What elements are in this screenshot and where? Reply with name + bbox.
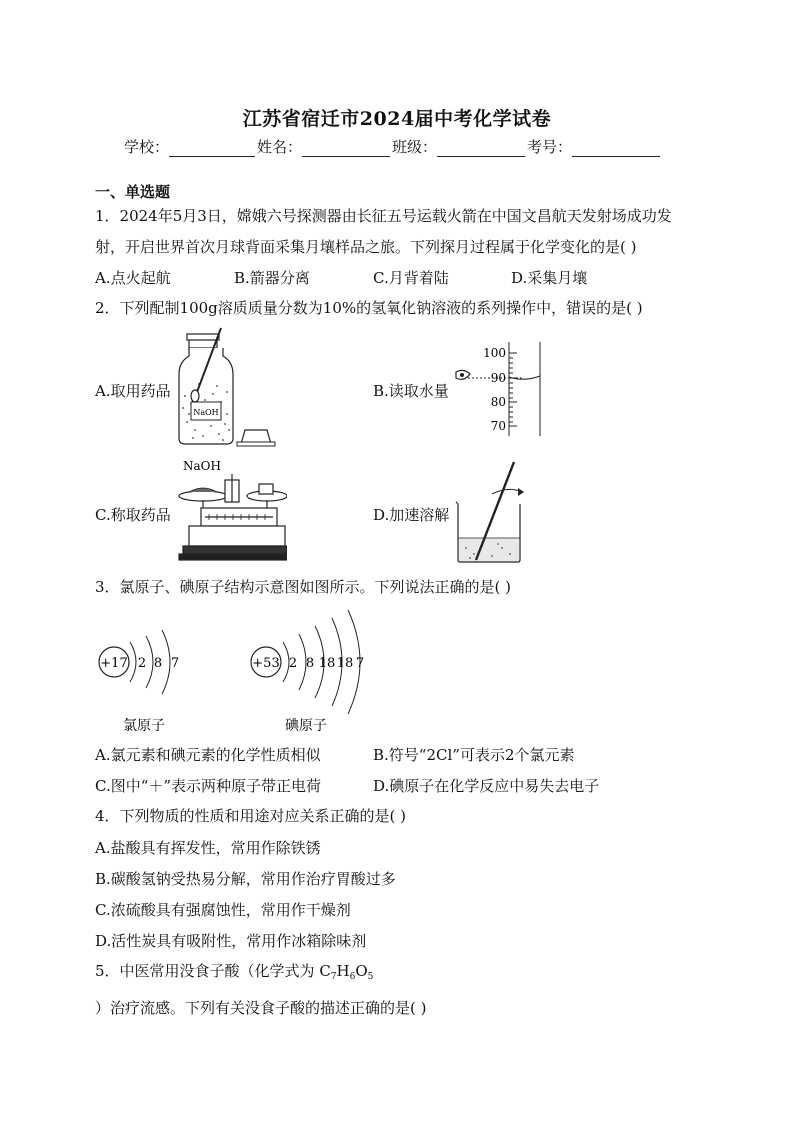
q1-line2: 射，开启世界首次月球背面采集月壤样品之旅。下列探月过程属于化学变化的是( ) — [95, 238, 637, 256]
iodine-shell-1: 2 — [288, 656, 298, 671]
eye-icon — [456, 370, 470, 379]
q4-stem: 4．下列物质的性质和用途对应关系正确的是( ) — [95, 807, 407, 825]
chlorine-shell-2: 8 — [153, 656, 163, 671]
iodine-atom-label: 碘原子 — [285, 718, 327, 734]
iodine-shell-5: 7 — [355, 656, 365, 671]
q3-option-b[interactable]: B.符号“2Cl”可表示2个氯元素 — [373, 746, 575, 764]
chlorine-shell-1: 2 — [137, 656, 147, 671]
q5-stem-line1 — [95, 961, 373, 987]
q2-option-a[interactable]: A.取用药品 — [95, 382, 171, 400]
q5-sub-c: 7 — [330, 972, 337, 982]
cylinder-tick-80: 80 — [490, 395, 506, 409]
q5-sub-o: 5 — [367, 972, 374, 982]
stopper-icon — [237, 430, 275, 446]
iodine-shell-3: 18 — [318, 656, 336, 671]
q1-line1: 1．2024年5月3日，嫦娥六号探测器由长征五号运载火箭在中国文昌航天发射场成功发 — [95, 207, 672, 225]
iodine-shell-2: 8 — [305, 656, 315, 671]
q3-option-d[interactable]: D.碘原子在化学反应中易失去电子 — [373, 777, 600, 795]
cylinder-tick-90: 90 — [490, 371, 506, 385]
q2-stem: 2．下列配制100g溶质质量分数为10%的氢氧化钠溶液的系列操作中，错误的是( ) — [95, 299, 643, 317]
cylinder-tick-100: 100 — [483, 346, 506, 360]
name-label: 姓名： — [257, 138, 303, 156]
q3-option-c[interactable]: C.图中“＋”表示两种原子带正电荷 — [95, 777, 322, 795]
class-label: 班级： — [392, 138, 438, 156]
bottle-label: NaOH — [193, 408, 219, 417]
q4-option-d[interactable]: D.活性炭具有吸附性，常用作冰箱除味剂 — [95, 932, 367, 950]
q5-stem-prefix: 5．中医常用没食子酸（化学式为 C — [95, 962, 331, 980]
number-blank[interactable] — [572, 140, 660, 157]
q1-option-a[interactable]: A.点火起航 — [95, 269, 171, 287]
chlorine-atom-label: 氯原子 — [123, 718, 165, 734]
class-blank[interactable] — [437, 140, 525, 157]
cylinder-scale — [509, 342, 540, 436]
page-title: 江苏省宿迁市2024届中考化学试卷 — [242, 108, 552, 130]
q3-stem: 3．氯原子、碘原子结构示意图如图所示。下列说法正确的是( ) — [95, 578, 512, 596]
chlorine-nucleus-charge: +17 — [100, 656, 128, 671]
q1-option-c[interactable]: C.月背着陆 — [373, 269, 449, 287]
q5-formula-h: H — [336, 962, 350, 980]
q1-option-b[interactable]: B.箭器分离 — [234, 269, 310, 287]
balance-illustration — [175, 456, 287, 564]
balance-icon — [179, 474, 287, 560]
atom-structure-diagrams — [92, 602, 382, 738]
q2-option-c[interactable]: C.称取药品 — [95, 506, 171, 524]
cylinder-tick-70: 70 — [490, 419, 506, 433]
reagent-bottle-illustration — [175, 326, 285, 448]
iodine-atom-diagram — [251, 610, 364, 734]
school-blank[interactable] — [169, 140, 255, 157]
section-heading: 一、单选题 — [95, 183, 171, 201]
chlorine-atom-diagram — [99, 630, 179, 734]
beaker-illustration — [452, 458, 530, 566]
bottle-icon — [179, 334, 233, 444]
iodine-shell-4: 18 — [336, 656, 354, 671]
q1-option-d[interactable]: D.采集月壤 — [511, 269, 588, 287]
q2-option-b[interactable]: B.读取水量 — [373, 382, 449, 400]
name-blank[interactable] — [302, 140, 390, 157]
q3-option-a[interactable]: A.氯元素和碘元素的化学性质相似 — [95, 746, 321, 764]
number-label: 考号： — [527, 138, 573, 156]
q2-option-d[interactable]: D.加速溶解 — [373, 506, 450, 524]
q5-formula-o: O — [355, 962, 368, 980]
student-info-row — [124, 136, 660, 157]
graduated-cylinder-illustration — [450, 338, 550, 440]
q5-sub-h: 6 — [349, 972, 356, 982]
chlorine-shell-3: 7 — [170, 656, 180, 671]
q4-option-a[interactable]: A.盐酸具有挥发性，常用作除铁锈 — [95, 839, 321, 857]
school-label: 学校： — [124, 138, 170, 156]
q4-option-c[interactable]: C.浓硫酸具有强腐蚀性，常用作干燥剂 — [95, 901, 351, 919]
q5-stem-line2: ）治疗流感。下列有关没食子酸的描述正确的是( ) — [95, 999, 427, 1017]
iodine-nucleus-charge: +53 — [252, 656, 280, 671]
q4-option-b[interactable]: B.碳酸氢钠受热易分解，常用作治疗胃酸过多 — [95, 870, 396, 888]
balance-naoh-label: NaOH — [183, 459, 221, 473]
